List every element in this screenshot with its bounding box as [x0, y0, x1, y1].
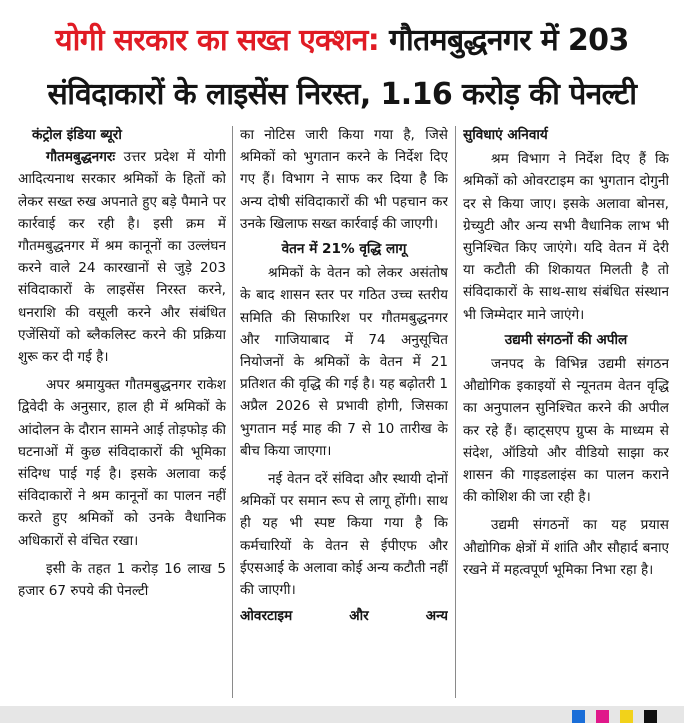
column-divider-1: [232, 126, 233, 698]
article-column-2: [240, 124, 448, 702]
paragraph: इसी के तहत 1 करोड़ 16 लाख 5 हजार 67 रुपये की पेनल्टी: [18, 560, 226, 600]
headline-line-1: [0, 20, 684, 62]
paragraph: [18, 146, 226, 368]
subheading: ओवरटाइम और अन्य: [240, 608, 448, 625]
paragraph: जनपद के विभिन्न उद्यमी संगठन औद्योगिक इकाइयों से न्यूनतम वेतन वृद्धि का अनुपालन सुनिश्चित करने की अपील कर रहे हैं। व्हाट्सएप ग्रुप्स के माध्यम से संदेश, ऑडियो और वीडियो साझा कर शासन की गाइडलाइंस का पालन कराने की कोशिश की जा रही है।: [463, 356, 669, 506]
dateline: गौतमबुद्धनगरः: [46, 149, 116, 166]
paragraph: उद्यमी संगठनों का यह प्रयास औद्योगिक क्षेत्रों में शांति और सौहार्द बनाए रखने में महत्वपूर्ण भूमिका निभा रहा है।: [463, 517, 669, 578]
registration-mark-yellow: [620, 710, 633, 723]
headline-line-2: संविदाकारों के लाइसेंस निरस्त, 1.16 करोड़ की पेनल्टी: [47, 77, 637, 112]
registration-mark-blue: [572, 710, 585, 723]
column-divider-2: [455, 126, 456, 698]
paragraph-text: उत्तर प्रदेश में योगी आदित्यनाथ सरकार श्रमिकों के हितों को लेकर सख्त रुख अपनाते हुए बड़े पैमाने पर कार्रवाई कर रही है। इसी क्रम में गौतमबुद्धनगर में श्रम कानूनों का उल्लंघन करने वाले 24 कारखानों से जुड़े 203 संविदाकारों के लाइसेंस निरस्त करने, धनराशि की वसूली करने और संबंधित एजेंसियों को ब्लैकलिस्ट करने की प्रक्रिया शुरू कर दी गई है।: [18, 149, 226, 366]
article-column-1: [18, 124, 226, 702]
paragraph: श्रमिकों के वेतन को लेकर असंतोष के बाद शासन स्तर पर गठित उच्च स्तरीय समिति की सिफारिश पर गौतमबुद्धनगर और गाजियाबाद में 74 अनुसूचित नियोजनों के श्रमिकों के वेतन में 21 प्रतिशत की वृद्धि की गई है। यह बढ़ोतरी 1 अप्रैल 2026 से प्रभावी होगी, जिसका भुगतान मई माह की 7 से 10 तारीख के बीच किया जाएगा।: [240, 265, 448, 459]
paragraph: श्रम विभाग ने निर्देश दिए हैं कि श्रमिकों को ओवरटाइम का भुगतान दोगुनी दर से किया जाए। इसके अलावा बोनस, ग्रेच्युटी और अन्य सभी वैधानिक लाभ भी सुनिश्चित किए जाएंगे। यदि वेतन में देरी या कटौती की शिकायत मिलती है तो संविदाकारों के साथ-साथ संबंधित संस्थान भी जिम्मेदार माने जाएंगे।: [463, 151, 669, 323]
registration-mark-magenta: [596, 710, 609, 723]
headline-dark-part: गौतमबुद्धनगर में 203: [389, 23, 629, 58]
article-column-3: [463, 124, 669, 702]
byline: कंट्रोल इंडिया ब्यूरो: [32, 127, 122, 143]
paragraph: अपर श्रमायुक्त गौतमबुद्धनगर राकेश द्विवेदी के अनुसार, हाल ही में श्रमिकों के आंदोलन के दौरान सामने आई तोड़फोड़ की घटनाओं में कुछ संविदाकारों की भूमिका संदिग्ध पाई गई है। इसके अलावा कई संविदाकारों ने श्रम कानूनों का पालन नहीं करते हुए श्रमिकों को उनके वैधानिक अधिकारों से वंचित रखा।: [18, 377, 226, 549]
paragraph: का नोटिस जारी किया गया है, जिसे श्रमिकों को भुगतान करने के निर्देश दिए गए हैं। विभाग ने साफ कर दिया है कि अन्य दोषी संविदाकारों की भी पहचान कर उनके खिलाफ सख्त कार्रवाई की जाएगी।: [240, 127, 448, 232]
subheading: सुविधाएं अनिवार्य: [463, 127, 548, 143]
registration-mark-black: [644, 710, 657, 723]
subheading: उद्यमी संगठनों की अपील: [504, 331, 628, 348]
headline-red-part: योगी सरकार का सख्त एक्शन:: [55, 23, 380, 58]
subheading: वेतन में 21% वृद्धि लागू: [281, 241, 407, 258]
paragraph: नई वेतन दरें संविदा और स्थायी दोनों श्रमिकों पर समान रूप से लागू होंगी। साथ ही यह भी स्पष्ट किया गया है कि कर्मचारियों के वेतन से ईपीएफ और ईएसआई के अलावा कोई अन्य कटौती नहीं की जाएगी।: [240, 471, 448, 599]
